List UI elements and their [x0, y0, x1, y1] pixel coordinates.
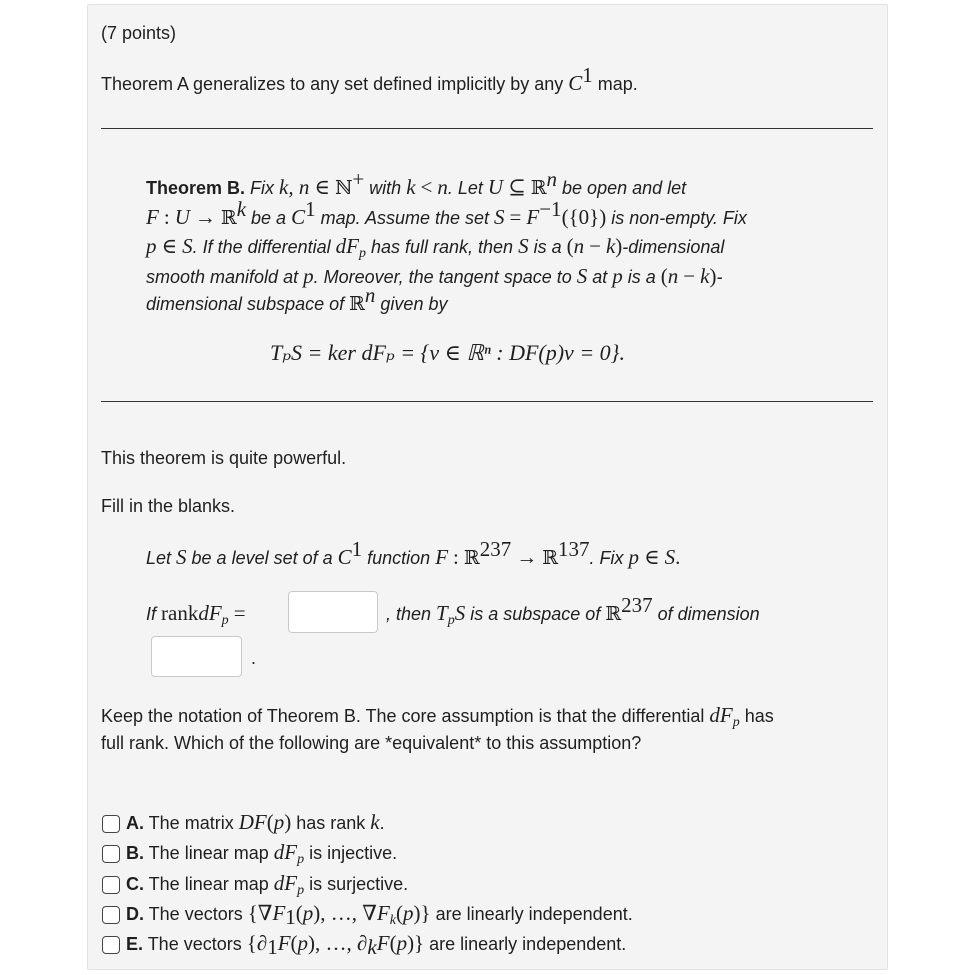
theorem-line-1: Theorem B. Fix k, n ∈ ℕ+ with k < n. Let U ⊆ ℝ$^n$ be open and let [146, 167, 687, 199]
option-a-checkbox[interactable] [102, 815, 120, 833]
rank-condition-lead: If rankdF$_p$ = [146, 601, 246, 628]
option-c[interactable]: C. The linear map $dF_p$ is surjective. [126, 871, 409, 898]
option-d[interactable]: D. The vectors {$\nabla F_1(p)$, …, $\nabla F_k(p)$} are linearly independent. [126, 901, 633, 929]
option-b-checkbox[interactable] [102, 845, 120, 863]
tangent-space-formula: TₚS = ker dFₚ = {v ∈ ℝⁿ : DF(p)v = 0}. [270, 340, 625, 365]
option-d-checkbox[interactable] [102, 906, 120, 924]
divider-top [101, 128, 873, 129]
option-e-checkbox[interactable] [102, 936, 120, 954]
powerful-text: This theorem is quite powerful. [101, 448, 347, 468]
rank-condition-tail: , then $T_pS$ is a subspace of ℝ$^{237}$ of dimension [386, 593, 760, 628]
dimension-blank-input[interactable] [151, 636, 242, 677]
theorem-line-2: F : U → ℝ$^k$ be a $C^1$ map. Assume the set $S = F^{-1}(\{0\})$ is non-empty. Fix [146, 197, 747, 229]
option-b[interactable]: B. The linear map $dF_p$ is injective. [126, 840, 398, 867]
theorem-line-3: p ∈ S. If the differential $dF_p$ has full rank, then S is a (n − k)-dimensional [146, 234, 725, 261]
core-assumption-line-2: full rank. Which of the following are *equivalent* to this assumption? [101, 733, 642, 753]
core-assumption-line-1: Keep the notation of Theorem B. The core assumption is that the differential $dF_p$ has [101, 703, 774, 730]
option-e[interactable]: E. The vectors {$\partial_1F(p)$, …, $\partial_kF(p)$} are linearly independent. [126, 931, 627, 959]
rank-blank-input[interactable] [288, 591, 378, 633]
dimension-period: . [251, 648, 257, 668]
option-c-checkbox[interactable] [102, 876, 120, 894]
fill-blanks-text: Fill in the blanks. [101, 496, 236, 516]
theorem-line-5: dimensional subspace of ℝ$^n$ given by [146, 283, 448, 315]
level-set-sentence: Let S be a level set of a $C^1$ function F : ℝ$^{237}$ → ℝ$^{137}$. Fix p ∈ S. [146, 537, 681, 569]
option-a[interactable]: A. The matrix DF(p) has rank k. [126, 810, 385, 834]
question-intro: Theorem A generalizes to any set defined implicitly by any $C^1$ map. [101, 63, 638, 95]
divider-bottom [101, 401, 873, 402]
points-label: (7 points) [101, 23, 177, 43]
theorem-line-4: smooth manifold at p. Moreover, the tangent space to S at p is a (n − k)- [146, 264, 723, 288]
